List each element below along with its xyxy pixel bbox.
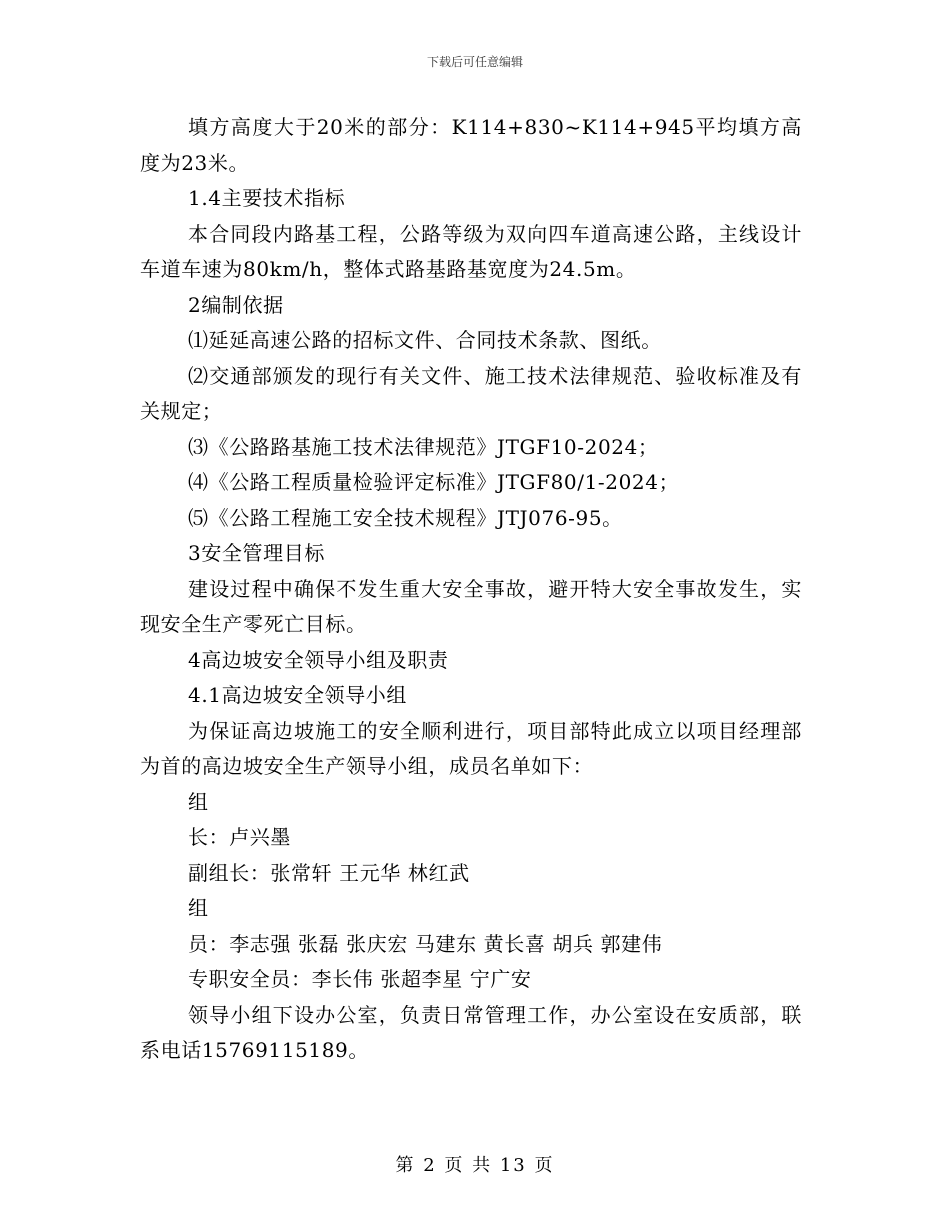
basis-item-1: ⑴延延高速公路的招标文件、合同技术条款、图纸。 [188,328,662,352]
basis-item-3: ⑶《公路路基施工技术法律规范》JTGF10-2024； [188,434,659,459]
member-line-leader-label: 组 [188,789,209,814]
document-body [140,110,802,1069]
paragraph-group-intro: 为保证高边坡施工的安全顺利进行，项目部特此成立以项目经理部为首的高边坡安全生产领导小组，成员名单如下： [140,718,802,778]
basis-item-2: ⑵交通部颁发的现行有关文件、施工技术法律规范、验收标准及有关规定； [140,363,802,423]
paragraph-road-grade: 本合同段内路基工程，公路等级为双向四车道高速公路，主线设计车道车速为80km/h，整体式路基路基宽度为24.5m。 [140,221,802,281]
basis-item-5: ⑸《公路工程施工安全技术规程》JTJ076-95。 [188,505,623,530]
heading-leadership-group: 4高边坡安全领导小组及职责 [188,647,449,672]
member-line-safety-officers: 专职安全员：李长伟 张超李星 宁广安 [188,967,532,991]
heading-safety-goal: 3安全管理目标 [188,541,325,565]
member-line-leader: 长：卢兴墨 [188,825,291,849]
heading-main-indicators: 1.4主要技术指标 [188,186,346,210]
member-line-deputy: 副组长：张常轩 王元华 林红武 [188,860,470,885]
member-line-members-label: 组 [188,896,209,920]
paragraph-fill-height: 填方高度大于20米的部分：K114+830~K114+945平均填方高度为23米。 [140,115,802,175]
basis-item-4: ⑷《公路工程质量检验评定标准》JTGF80/1-2024； [188,470,680,494]
page-number: 第 2 页 共 13 页 [395,1155,555,1176]
paragraph-office-contact: 领导小组下设办公室，负责日常管理工作，办公室设在安质部，联系电话15769115189。 [140,1002,802,1062]
heading-leadership-subgroup: 4.1高边坡安全领导小组 [188,683,408,707]
member-line-members: 员：李志强 张磊 张庆宏 马建东 黄长喜 胡兵 郭建伟 [188,931,663,956]
heading-compilation-basis: 2编制依据 [188,292,284,317]
paragraph-safety-goal: 建设过程中确保不发生重大安全事故，避开特大安全事故发生，实现安全生产零死亡目标。 [140,576,802,636]
page-header: 下载后可任意编辑 [426,55,523,69]
